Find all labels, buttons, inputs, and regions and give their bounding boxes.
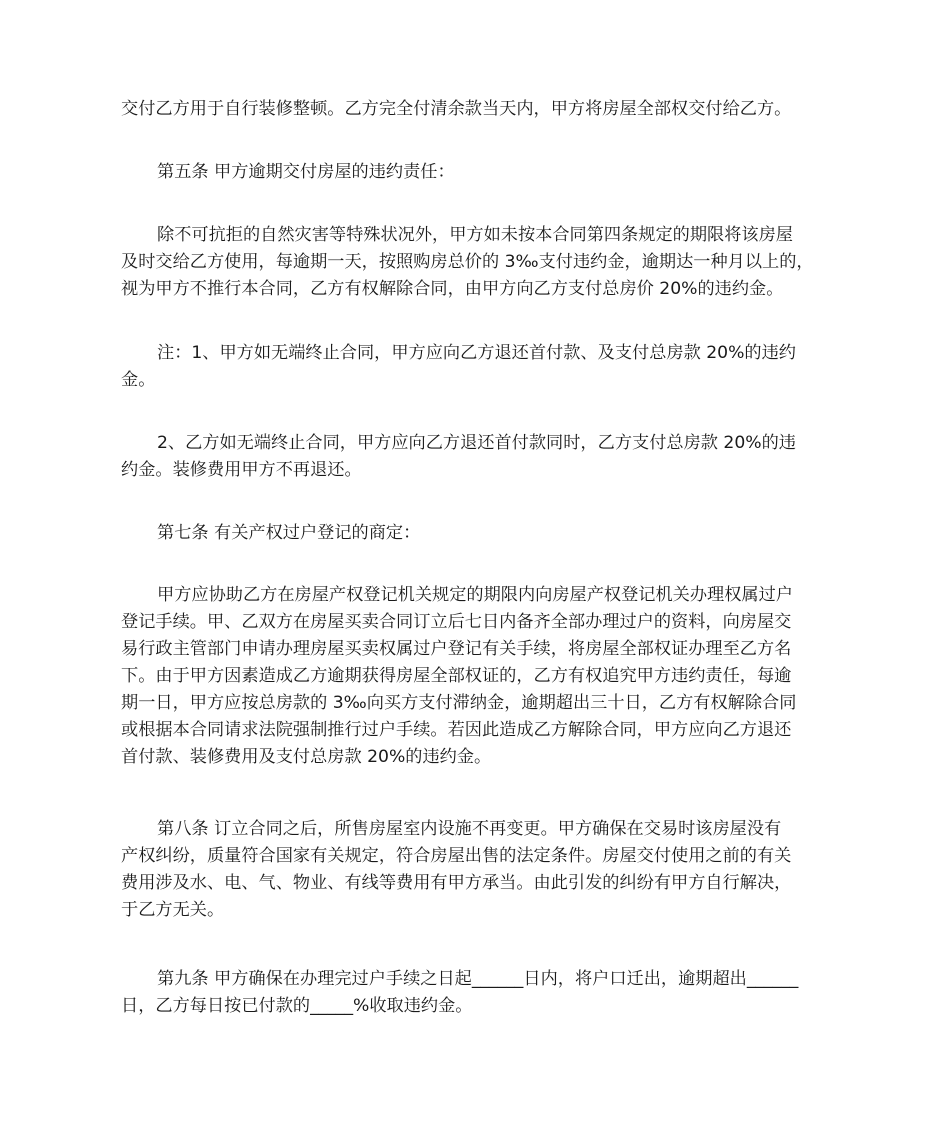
text-line: 产权纠纷，质量符合国家有关规定，符合房屋出售的法定条件。房屋交付使用之前的有关 (121, 846, 792, 866)
text-line: 第七条 有关产权过户登记的商定： (157, 523, 421, 543)
text-line: 第八条 订立合同之后，所售房屋室内设施不再变更。甲方确保在交易时该房屋没有 (157, 819, 782, 839)
text-line: 首付款、装修费用及支付总房款 20%的违约金。 (121, 747, 492, 767)
text-line: 下。由于甲方因素造成乙方逾期获得房屋全部权证的，乙方有权追究甲方违约责任，每逾 (121, 666, 792, 686)
text-line: 交付乙方用于自行装修整顿。乙方完全付清余款当天内，甲方将房屋全部权交付给乙方。 (121, 99, 792, 119)
text-line: 除不可抗拒的自然灾害等特殊状况外，甲方如未按本合同第四条规定的期限将该房屋 (157, 225, 793, 245)
text-line: 登记手续。甲、乙双方在房屋买卖合同订立后七日内备齐全部办理过户的资料，向房屋交 (121, 612, 792, 632)
text-line: 于乙方无关。 (121, 900, 225, 920)
text-line: 2、乙方如无端终止合同，甲方应向乙方退还首付款同时，乙方支付总房款 20%的违 (157, 433, 796, 453)
paragraph-delivery-clause (121, 96, 833, 123)
text-line: 约金。装修费用甲方不再退还。 (121, 460, 362, 480)
text-line: 及时交给乙方使用，每逾期一天，按照购房总价的 3‰支付违约金，逾期达一种月以上的， (121, 252, 814, 272)
text-line: 第五条 甲方逾期交付房屋的违约责任： (157, 162, 455, 182)
heading-article-5 (121, 159, 833, 186)
text-line: 期一日，甲方应按总房款的 3‰向买方支付滞纳金，逾期超出三十日，乙方有权解除合同 (121, 693, 797, 713)
text-line: 或根据本合同请求法院强制推行过户手续。若因此造成乙方解除合同，甲方应向乙方退还 (121, 720, 792, 740)
paragraph-article-5-body (121, 222, 833, 303)
text-line: 注：1、甲方如无端终止合同，甲方应向乙方退还首付款、及支付总房款 20%的违约 (157, 343, 796, 363)
paragraph-article-7-body (121, 582, 833, 771)
paragraph-article-9 (121, 966, 833, 1020)
text-line: 甲方应协助乙方在房屋产权登记机关规定的期限内向房屋产权登记机关办理权属过户 (157, 585, 793, 605)
heading-article-7 (121, 520, 833, 547)
text-line: 日，乙方每日按已付款的_____%收取违约金。 (121, 996, 473, 1016)
paragraph-note-2 (121, 430, 833, 484)
text-line: 金。 (121, 370, 156, 390)
text-line: 费用涉及水、电、气、物业、有线等费用有甲方承当。由此引发的纠纷有甲方自行解决， (121, 873, 792, 893)
text-line: 第九条 甲方确保在办理完过户手续之日起______日内，将户口迁出，逾期超出______ (157, 969, 799, 989)
paragraph-article-8 (121, 816, 833, 924)
text-line: 易行政主管部门申请办理房屋买卖权属过户登记有关手续，将房屋全部权证办理至乙方名 (121, 639, 792, 659)
paragraph-note-1 (121, 340, 833, 394)
text-line: 视为甲方不推行本合同，乙方有权解除合同，由甲方向乙方支付总房价 20%的违约金。 (121, 279, 784, 299)
